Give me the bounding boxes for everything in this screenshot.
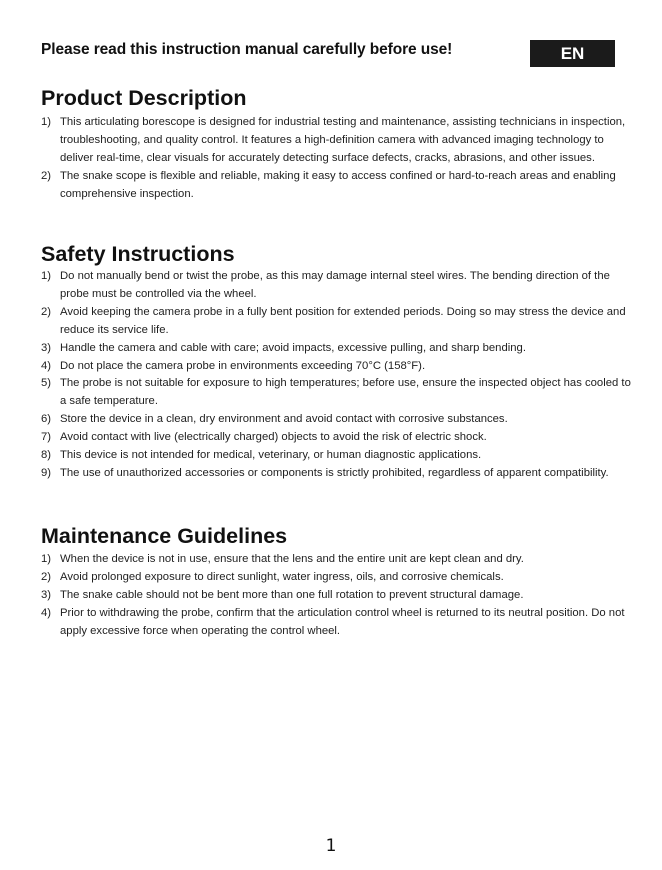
item-text: Avoid keeping the camera probe in a fully bent position for extended periods. Doing so may stress the device and reduce its service life. [60,305,626,336]
item-number: 4) [41,606,52,619]
safety-instructions-list [41,268,631,483]
list-item [41,569,631,587]
item-text: This articulating borescope is designed for industrial testing and maintenance, assisting technicians in inspection, troubleshooting, and quality control. It features a high-definition camera with advanced imaging technology to deliver real-time, clear visuals for accurately detecting surface defects, cracks, abrasions, and other issues. [60,116,626,164]
item-text: Prior to withdrawing the probe, confirm that the articulation control wheel is returned to its neutral position. Do not apply excessive force when operating the control wheel. [60,606,625,637]
item-text: The probe is not suitable for exposure to high temperatures; before use, ensure the inspected object has cooled to a safe temperature. [60,377,631,408]
list-item [41,465,631,483]
list-item [41,304,631,340]
language-badge: EN [530,40,615,67]
item-number: 2) [41,570,52,583]
maintenance-guidelines-list [41,551,631,641]
item-number: 3) [41,341,52,354]
item-text: Avoid prolonged exposure to direct sunlight, water ingress, oils, and corrosive chemicals. [60,570,504,583]
read-manual-notice: Please read this instruction manual carefully before use! [41,41,453,58]
item-number: 3) [41,588,52,601]
list-item [41,587,631,605]
list-item [41,114,631,168]
item-text: Handle the camera and cable with care; avoid impacts, excessive pulling, and sharp bending. [60,341,526,354]
item-text: Store the device in a clean, dry environment and avoid contact with corrosive substances. [60,413,508,426]
item-text: Do not manually bend or twist the probe, as this may damage internal steel wires. The bending direction of the probe must be controlled via the wheel. [60,270,610,300]
list-item [41,375,631,411]
item-number: 1) [41,116,52,128]
item-text: This device is not intended for medical, veterinary, or human diagnostic applications. [60,449,482,462]
list-item [41,358,631,376]
item-number: 1) [41,270,52,282]
list-item [41,168,631,204]
item-number: 4) [41,359,52,372]
item-number: 1) [41,553,52,565]
section-title-maintenance-guidelines: Maintenance Guidelines [41,524,288,548]
list-item [41,447,631,465]
item-number: 9) [41,466,52,479]
list-item [41,605,631,641]
item-text: The use of unauthorized accessories or components is strictly prohibited, regardless of apparent compatibility. [60,466,609,479]
item-number: 7) [41,431,52,444]
page-number: 1 [325,836,337,856]
item-text: Avoid contact with live (electrically charged) objects to avoid the risk of electric shock. [60,431,487,444]
item-number: 2) [41,169,52,182]
item-number: 8) [41,449,52,462]
section-title-product-description: Product Description [41,86,247,110]
list-item [41,340,631,358]
item-text: The snake scope is flexible and reliable, making it easy to access confined or hard-to-reach areas and enabling comprehensive inspection. [60,169,616,200]
item-text: The snake cable should not be bent more than one full rotation to prevent structural damage. [60,588,524,601]
item-number: 5) [41,377,52,390]
item-text: Do not place the camera probe in environments exceeding 70°C (158°F). [60,359,426,372]
item-number: 2) [41,305,52,318]
list-item [41,551,631,569]
section-title-safety-instructions: Safety Instructions [41,242,235,266]
list-item [41,429,631,447]
list-item [41,268,631,304]
item-text: When the device is not in use, ensure that the lens and the entire unit are kept clean and dry. [60,553,524,565]
product-description-list [41,114,631,204]
item-number: 6) [41,413,52,426]
list-item [41,411,631,429]
